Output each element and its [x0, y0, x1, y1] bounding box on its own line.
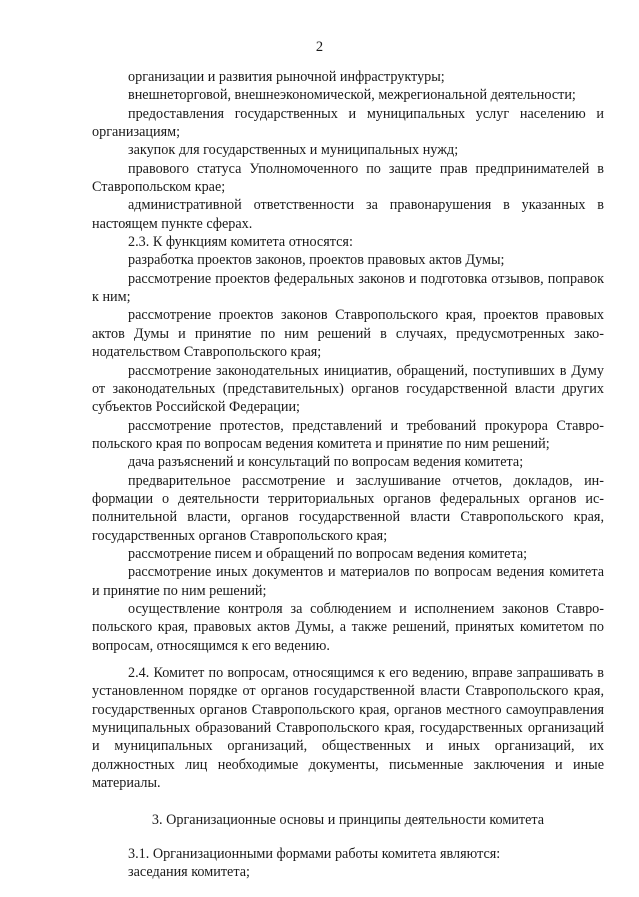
paragraph: внешнеторговой, внешнеэкономической, межрегиональной деятельности;: [128, 87, 576, 104]
paragraph: административной ответственности за правонарушения в указанных в настоящем пункте сферах.: [92, 197, 604, 232]
paragraph: правового статуса Уполномоченного по защите прав предпринимателей в Ставропольском крае;: [92, 160, 604, 196]
paragraph-list: [92, 68, 604, 792]
paragraph: 2.3. К функциям комитета относятся:: [128, 234, 353, 251]
paragraph: рассмотрение протестов, представлений и требований прокурора Ставропольского края по вопросам ведения комитета и принятие по ним решений;: [92, 417, 604, 452]
paragraph: предоставления государственных и муниципальных услуг населению и организациям;: [92, 105, 604, 141]
paragraph: осуществление контроля за соблюдением и исполнением законов Ставропольского края, правовых актов Думы, а также решений, принятых комитетом по вопросам, относящимся к его ведению.: [92, 600, 604, 654]
paragraph: организации и развития рыночной инфраструктуры;: [128, 69, 445, 85]
paragraph: разработка проектов законов, проектов правовых актов Думы;: [128, 252, 505, 269]
section-paragraph-list: [92, 845, 604, 882]
paragraph: закупок для государственных и муниципальных нужд;: [128, 142, 459, 159]
paragraph: рассмотрение проектов законов Ставропольского края, проектов правовых актов Думы и принятие по ним решений в случаях, предусмотренных законодательством Ставропольского края;: [92, 307, 604, 361]
paragraph: 2.4. Комитет по вопросам, относящимся к его ведению, вправе запрашивать в установленном порядке от органов государственной власти Ставропольского края, государственных органов Ставропольского края, органов местного самоуправления муниципальных образований Ставропольского края, государственных организаций и муниципальных организаций, общественных и иных организаций, их должностных лиц необходимые документы, письменные заключения и иные материалы.: [92, 665, 604, 792]
paragraph: рассмотрение иных документов и материалов по вопросам ведения комитета и принятие по ним решений;: [92, 564, 604, 599]
paragraph: рассмотрение законодательных инициатив, обращений, поступивших в Думу от законодательных (представительных) органов государственной власти других субъектов Российской Федерации;: [92, 362, 604, 416]
paragraph: дача разъяснений и консультаций по вопросам ведения комитета;: [128, 454, 524, 471]
paragraph: 3.1. Организационными формами работы комитета являются:: [128, 845, 501, 862]
paragraph: предварительное рассмотрение и заслушивание отчетов, докладов, информации о деятельности территориальных органов федеральных органов исполнительной власти, органов государственной власти Ставропольского края, государственных органов Ставропольского края;: [92, 472, 604, 544]
paragraph: заседания комитета;: [128, 864, 250, 881]
paragraph: рассмотрение проектов федеральных законов и подготовка отзывов, поправок к ним;: [92, 270, 604, 306]
document-body: [92, 68, 604, 881]
paragraph: рассмотрение писем и обращений по вопросам ведения комитета;: [128, 545, 528, 562]
page-number: 2: [315, 39, 324, 55]
section-heading: 3. Организационные основы и принципы деятельности комитета: [151, 812, 545, 829]
